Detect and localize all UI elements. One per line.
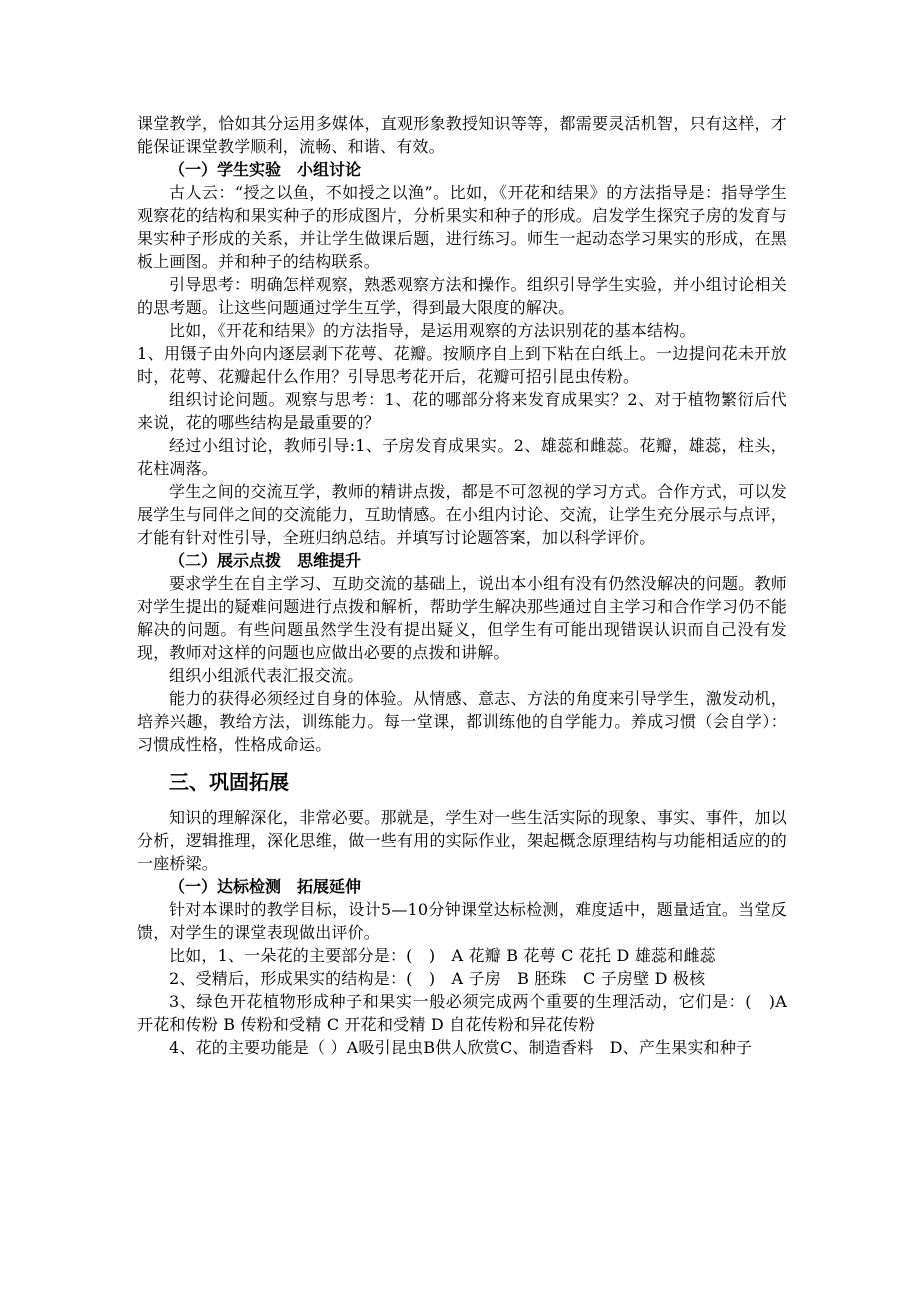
paragraph: 比如，《开花和结果》的方法指导，是运用观察的方法识别花的基本结构。	[169, 321, 696, 340]
paragraph: 学生之间的交流互学，教师的精讲点拨，都是不可忽视的学习方式。合作方式，可以发展学生与同伴之间的交流能力，互助情感。在小组内讨论、交流，让学生充分展示与点评，才能有针对性引导，全班归纳总结。并填写讨论题答案，加以科学评价。	[137, 482, 787, 547]
paragraph: 知识的理解深化，非常必要。那就是，学生对一些生活实际的现象、事实、事件，加以分析，逻辑推理，深化思维，做一些有用的实际作业，架起概念原理结构与功能相适应的的一座桥梁。	[137, 808, 787, 873]
paragraph: 课堂教学，恰如其分运用多媒体，直观形象教授知识等等，都需要灵活机智，只有这样，才能保证课堂教学顺利，流畅、和谐、有效。	[137, 114, 787, 156]
paragraph: 经过小组讨论，教师引导:1、子房发育成果实。2、雄蕊和雌蕊。花瓣，雄蕊，柱头，花柱凋落。	[137, 436, 787, 478]
paragraph: 1、用镊子由外向内逐层剥下花萼、花瓣。按顺序自上到下粘在白纸上。一边提问花未开放时，花萼、花瓣起什么作用？引导思考花开后，花瓣可招引昆虫传粉。	[137, 344, 787, 386]
paragraph: 古人云：“授之以鱼，不如授之以渔”。比如，《开花和结果》的方法指导是：指导学生观察花的结构和果实种子的形成图片，分析果实和种子的形成。启发学生探究子房的发育与果实种子形成的关系，并让学生做课后题，进行练习。师生一起动态学习果实的形成，在黑板上画图。并和种子的结构联系。	[137, 183, 787, 271]
quiz-question: 比如，1、一朵花的主要部分是：( ) A 花瓣 B 花萼 C 花托 D 雄蕊和雌蕊	[169, 946, 716, 965]
section-heading: （一）达标检测 拓展延伸	[169, 877, 362, 896]
paragraph: 组织小组派代表汇报交流。	[169, 666, 364, 685]
section-heading: （二）展示点拨 思维提升	[169, 551, 362, 570]
quiz-question: 4、花的主要功能是（ ）A吸引昆虫B供人欣赏C、制造香料 D、产生果实和种子	[169, 1038, 753, 1057]
quiz-question: 2、受精后，形成果实的结构是：( ) A 子房 B 胚珠 C 子房壁 D 极核	[169, 969, 706, 988]
paragraph: 组织讨论问题。观察与思考：1、花的哪部分将来发育成果实？2、对于植物繁衍后代来说，花的哪些结构是最重要的？	[137, 390, 787, 432]
paragraph: 引导思考：明确怎样观察，熟悉观察方法和操作。组织引导学生实验，并小组讨论相关的思考题。让这些问题通过学生互学，得到最大限度的解决。	[137, 275, 787, 317]
chapter-heading: 三、巩固拓展	[169, 770, 289, 794]
paragraph: 针对本课时的教学目标，设计5—10分钟课堂达标检测，难度适中，题量适宜。当堂反馈，对学生的课堂表现做出评价。	[137, 900, 787, 942]
document-page	[137, 112, 787, 1059]
paragraph: 要求学生在自主学习、互助交流的基础上，说出本小组有没有仍然没解决的问题。教师对学生提出的疑难问题进行点拨和解析，帮助学生解决那些通过自主学习和合作学习仍不能解决的问题。有些问题虽然学生没有提出疑义，但学生有可能出现错误认识而自己没有发现，教师对这样的问题也应做出必要的点拨和讲解。	[137, 574, 787, 662]
quiz-question: 3、绿色开花植物形成种子和果实一般必须完成两个重要的生理活动，它们是：( )A 开花和传粉 B 传粉和受精 C 开花和受精 D 自花传粉和异花传粉	[137, 992, 787, 1034]
section-heading: （一）学生实验 小组讨论	[169, 160, 362, 179]
paragraph: 能力的获得必须经过自身的体验。从情感、意志、方法的角度来引导学生，激发动机，培养兴趣，教给方法，训练能力。每一堂课，都训练他的自学能力。养成习惯（会自学）：习惯成性格，性格成命运。	[137, 689, 787, 754]
